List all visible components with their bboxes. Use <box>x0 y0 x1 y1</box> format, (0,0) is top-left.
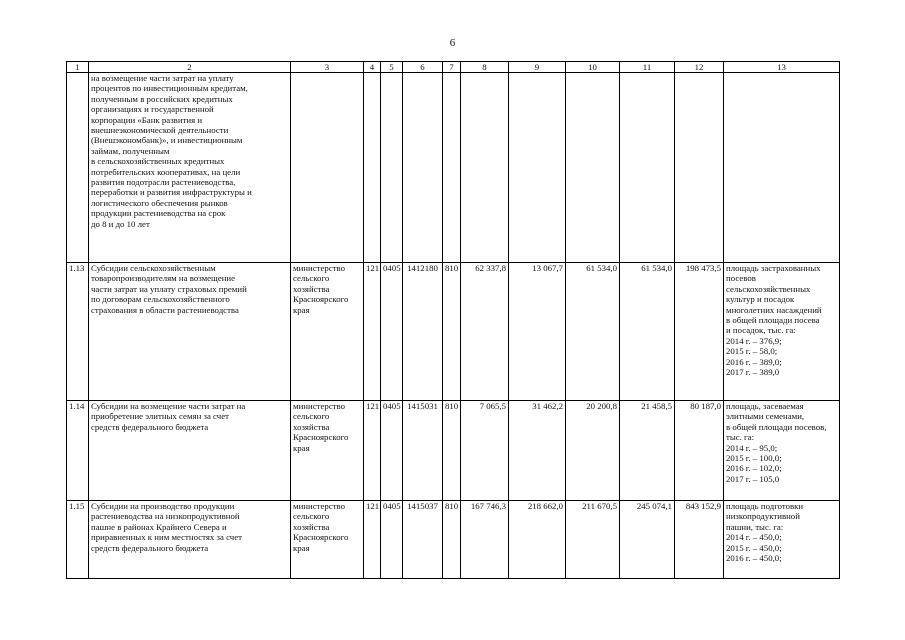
row-number: 1.13 <box>67 263 89 401</box>
column-number-row <box>67 62 840 73</box>
expected-result: площадь застрахованных посевов сельскохозяйственных культур и посадок многолетних насаждений в общей площади посева и посадок, тыс. га: 2014 г. – 376,9; 2015 г. – 58,0; 2016 г. – 389,0; 2017 г. – 389,0 <box>724 263 840 401</box>
measure-name: на возмещение части затрат на уплату процентов по инвестиционным кредитам, полученным в российских кредитных организациях и государственной корпорации «Банк развития и внешнеэкономической деятельности (Внешэкономбанк)», и инвестиционным займам, полученным в сельскохозяйственных кредитных потребительских кооперативах, на цели развития подотрасли растениеводства, переработки и развития инфраструктуры и логистического обеспечения рынков продукции растениеводства на срок до 8 и до 10 лет <box>89 73 291 263</box>
grbs-code: 121 <box>364 401 381 501</box>
column-number: 3 <box>291 62 364 73</box>
amount-2017: 245 074,1 <box>620 501 675 579</box>
measure-name: Субсидии сельскохозяйственным товаропроизводителям на возмещение части затрат на уплату страховых премий по договорам сельскохозяйственного страхования в области растениеводства <box>89 263 291 401</box>
executor: министерство сельского хозяйства Красноярского края <box>291 501 364 579</box>
column-number: 6 <box>403 62 443 73</box>
amount-2014: 7 065,5 <box>461 401 509 501</box>
executor <box>291 73 364 263</box>
executor: министерство сельского хозяйства Красноярского края <box>291 401 364 501</box>
expense-type-code: 810 <box>443 263 461 401</box>
grbs-code: 121 <box>364 501 381 579</box>
amount-total <box>675 73 724 263</box>
column-number: 8 <box>461 62 509 73</box>
expense-type-code: 810 <box>443 501 461 579</box>
amount-2015: 13 067,7 <box>509 263 566 401</box>
column-number: 11 <box>620 62 675 73</box>
column-number: 2 <box>89 62 291 73</box>
grbs-code: 121 <box>364 263 381 401</box>
section-code: 0405 <box>381 263 403 401</box>
column-number: 9 <box>509 62 566 73</box>
table-row <box>67 501 840 579</box>
column-number: 5 <box>381 62 403 73</box>
amount-2016: 61 534,0 <box>566 263 620 401</box>
target-article-code: 1415031 <box>403 401 443 501</box>
amount-total: 843 152,9 <box>675 501 724 579</box>
amount-2017: 61 534,0 <box>620 263 675 401</box>
expense-type-code <box>443 73 461 263</box>
table-row <box>67 401 840 501</box>
table-row <box>67 263 840 401</box>
row-number: 1.15 <box>67 501 89 579</box>
expected-result: площадь подготовки низкопродуктивной пашни, тыс. га: 2014 г. – 450,0; 2015 г. – 450,0; 2016 г. – 450,0; <box>724 501 840 579</box>
column-number: 1 <box>67 62 89 73</box>
row-number <box>67 73 89 263</box>
executor: министерство сельского хозяйства Красноярского края <box>291 263 364 401</box>
amount-2016: 211 670,5 <box>566 501 620 579</box>
amount-2015: 31 462,2 <box>509 401 566 501</box>
amount-2016: 20 200,8 <box>566 401 620 501</box>
section-code: 0405 <box>381 401 403 501</box>
column-number: 10 <box>566 62 620 73</box>
column-number: 4 <box>364 62 381 73</box>
amount-2017 <box>620 73 675 263</box>
page-number: 6 <box>449 37 456 49</box>
amount-2015: 218 662,0 <box>509 501 566 579</box>
target-article-code <box>403 73 443 263</box>
target-article-code: 1412180 <box>403 263 443 401</box>
grbs-code <box>364 73 381 263</box>
target-article-code: 1415037 <box>403 501 443 579</box>
amount-2017: 21 458,5 <box>620 401 675 501</box>
section-code <box>381 73 403 263</box>
amount-2014: 62 337,8 <box>461 263 509 401</box>
column-number: 13 <box>724 62 840 73</box>
amount-total: 198 473,5 <box>675 263 724 401</box>
program-table <box>66 61 840 579</box>
amount-2014: 167 746,3 <box>461 501 509 579</box>
measure-name: Субсидии на возмещение части затрат на приобретение элитных семян за счет средств федерального бюджета <box>89 401 291 501</box>
expected-result: площадь, засеваемая элитными семенами, в общей площади посевов, тыс. га: 2014 г. – 95,0; 2015 г. – 100,0; 2016 г. – 102,0; 2017 г. – 105,0 <box>724 401 840 501</box>
amount-2016 <box>566 73 620 263</box>
section-code: 0405 <box>381 501 403 579</box>
amount-total: 80 187,0 <box>675 401 724 501</box>
table-row <box>67 73 840 263</box>
expense-type-code: 810 <box>443 401 461 501</box>
row-number: 1.14 <box>67 401 89 501</box>
expected-result <box>724 73 840 263</box>
column-number: 7 <box>443 62 461 73</box>
amount-2015 <box>509 73 566 263</box>
amount-2014 <box>461 73 509 263</box>
measure-name: Субсидии на производство продукции растениеводства на низкопродуктивной пашне в районах Крайнего Севера и приравненных к ним местностях за счет средств федерального бюджета <box>89 501 291 579</box>
column-number: 12 <box>675 62 724 73</box>
